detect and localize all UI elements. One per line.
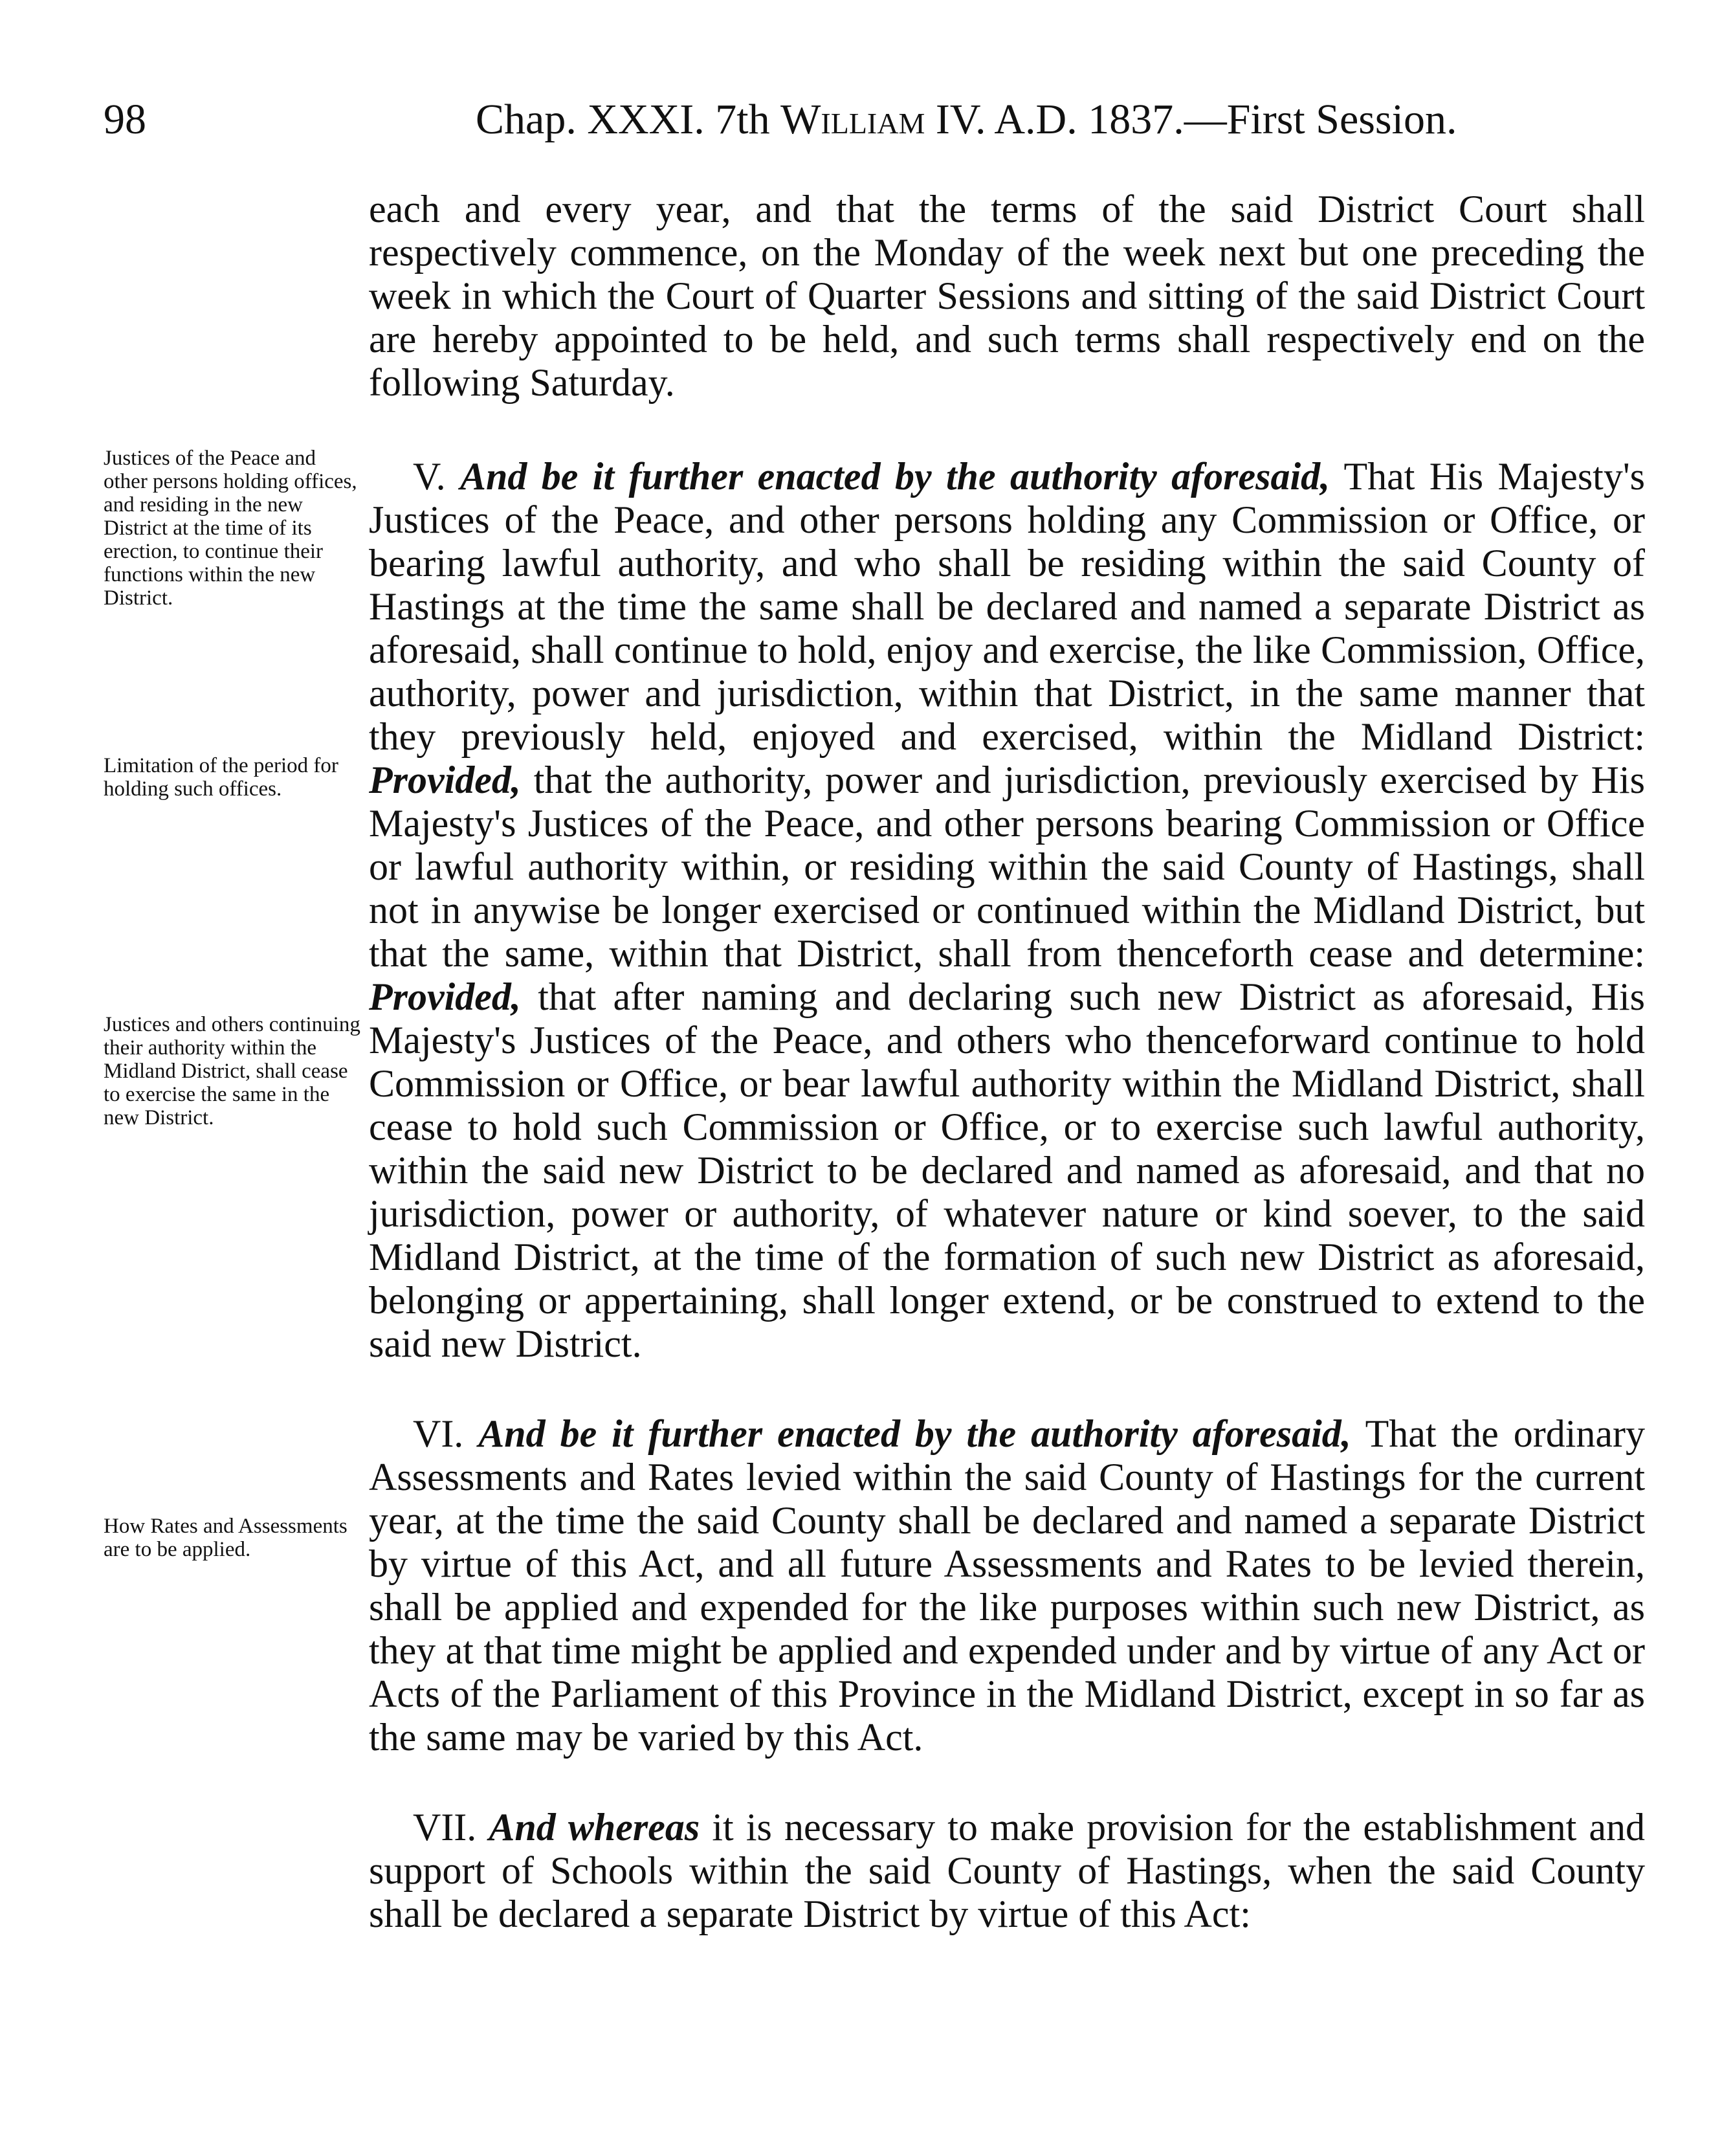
section-v-text-3: that after naming and declaring such new District as aforesaid, His Majesty's Justices of the Peace, and others who thenceforward continue to hold Commission or Office, or bear lawful authority within the Midland District, shall cease to hold such Commission or Office, or to exercise such lawful authority, within the said new District to be declared and named as aforesaid, and that no jurisdiction, power or authority, of whatever nature or kind soever, to the said Midland District, at the time of the formation of such new District as aforesaid, belonging or appertaining, shall longer extend, or be construed to extend to the said new District. xyxy=(369,975,1645,1365)
running-head-rest: IV. A.D. 1837.—First Session. xyxy=(935,96,1457,143)
section-v-enacting: And be it further enacted by the authority aforesaid, xyxy=(460,455,1330,498)
margin-note-justices-cease: Justices and others continuing their authority within the Midland District, shall cease to exercise the same in the new District. xyxy=(104,1013,360,1129)
page-header xyxy=(0,91,1722,149)
section-v-text-1: That His Majesty's Justices of the Peace, and other persons holding any Commission or Office, or bearing lawful authority, and who shall be residing within the said County of Hastings at the time the same shall be declared and named a separate District as aforesaid, shall continue to hold, enjoy and exercise, the like Commission, Office, authority, power and jurisdiction, within that District, in the same manner that they previously held, enjoyed and exercised, within the Midland District: xyxy=(369,455,1645,758)
section-vii-whereas: And whereas xyxy=(489,1806,700,1849)
paragraph-continuation: each and every year, and that the terms of the said District Court shall respectively commence, on the Monday of the week next but one preceding the week in which the Court of Quarter Sessions and sitting of the said District Court are hereby appointed to be held, and such terms shall respectively end on the following Saturday. xyxy=(369,188,1645,404)
section-vii xyxy=(369,1806,1645,1936)
section-v-number: V. xyxy=(413,455,446,498)
section-vi-number: VI. xyxy=(413,1412,464,1455)
section-v xyxy=(369,455,1645,1366)
section-vii-number: VII. xyxy=(413,1806,477,1849)
running-head xyxy=(476,91,1457,149)
running-head-chapter: Chap. XXXI. 7th xyxy=(476,96,770,143)
body-text xyxy=(369,188,1645,1936)
section-vi-enacting: And be it further enacted by the authority aforesaid, xyxy=(478,1412,1351,1455)
section-v-provided-1: Provided, xyxy=(369,759,521,801)
section-v-provided-2: Provided, xyxy=(369,975,521,1018)
running-head-king: William xyxy=(780,96,925,143)
section-vi-text: That the ordinary Assessments and Rates levied within the said County of Hastings for the current year, at the time the said County shall be declared and named a separate District by virtue of this Act, and all future Assessments and Rates to be levied therein, shall be applied and expended for the like purposes within such new District, as they at that time might be applied and expended under and by virtue of any Act or Acts of the Parliament of this Province in the Midland District, except in so far as the same may be varied by this Act. xyxy=(369,1412,1645,1759)
margin-note-rates: How Rates and Assessments are to be applied. xyxy=(104,1515,348,1561)
margin-note-justices-continue: Justices of the Peace and other persons holding offices, and residing in the new District at the time of its erection, to continue their functions within the new District. xyxy=(104,447,357,610)
margin-note-limitation: Limitation of the period for holding such offices. xyxy=(104,754,338,801)
page-number: 98 xyxy=(104,96,146,143)
section-vi xyxy=(369,1412,1645,1759)
section-vii-text: it is necessary to make provision for the establishment and support of Schools within the said County of Hastings, when the said County shall be declared a separate District by virtue of this Act: xyxy=(369,1806,1646,1935)
section-v-text-2: that the authority, power and jurisdiction, previously exercised by His Majesty's Justices of the Peace, and other persons bearing Commission or Office or lawful authority within, or residing within the said County of Hastings, shall not in anywise be longer exercised or continued within the Midland District, but that the same, within that District, shall from thenceforth cease and determine: xyxy=(369,759,1646,975)
